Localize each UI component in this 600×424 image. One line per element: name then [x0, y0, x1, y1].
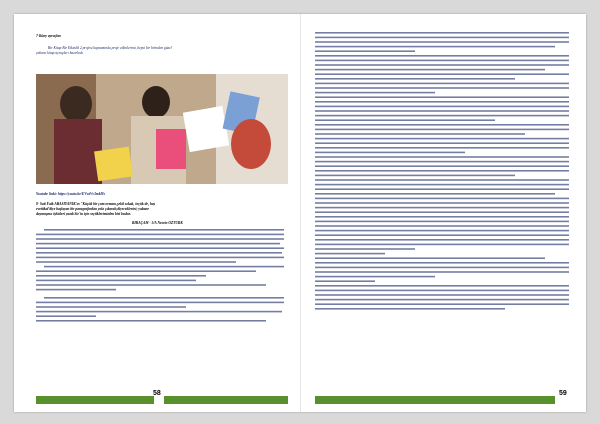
- story-title: BIRAÇAM - 5/A Nesrin ÖZTÜRK: [132, 221, 183, 225]
- left-page: [14, 14, 300, 412]
- photo-image: [36, 74, 288, 184]
- photo-students: [36, 74, 288, 184]
- youtube-link[interactable]: Youtube linki: https://youtu.be/EVwtVv3mkMs: [36, 192, 105, 196]
- intro-line-2: yabane kitap ayruçları hazırladı.: [36, 51, 84, 55]
- story-text-right: [315, 32, 573, 362]
- footer-bar-right: [164, 396, 288, 404]
- quote-line-3: dayanışma öyküleri yazdı.Siz'in için seçtiklerimizden biri budur.: [36, 212, 131, 216]
- intro-line-1: Bir Kitap Bir Etkinlik 2 projesi kapsamında proje etkinlerimi, hepsi bir birinden güzel: [48, 46, 172, 50]
- right-page: [300, 14, 587, 412]
- book-spread: [14, 14, 586, 412]
- footer-bar-left: [36, 396, 154, 404]
- page-number-left: 58: [153, 390, 161, 397]
- footer-bar: [315, 396, 555, 404]
- quote-line-2: evettikal'diye başlayan bir paragrafından yola çıkarak;diyeceklerini; yabane: [36, 207, 149, 211]
- story-text-left: [36, 229, 288, 389]
- section-heading: 7-Küny ayruçları: [36, 34, 62, 38]
- page-number-right: 59: [559, 390, 567, 397]
- quote-line-1: 8- Sait Faik ABASIYANIK'ın "Küçük bir çam ormanı,şekil sokak, örçük de, hay: [36, 202, 156, 206]
